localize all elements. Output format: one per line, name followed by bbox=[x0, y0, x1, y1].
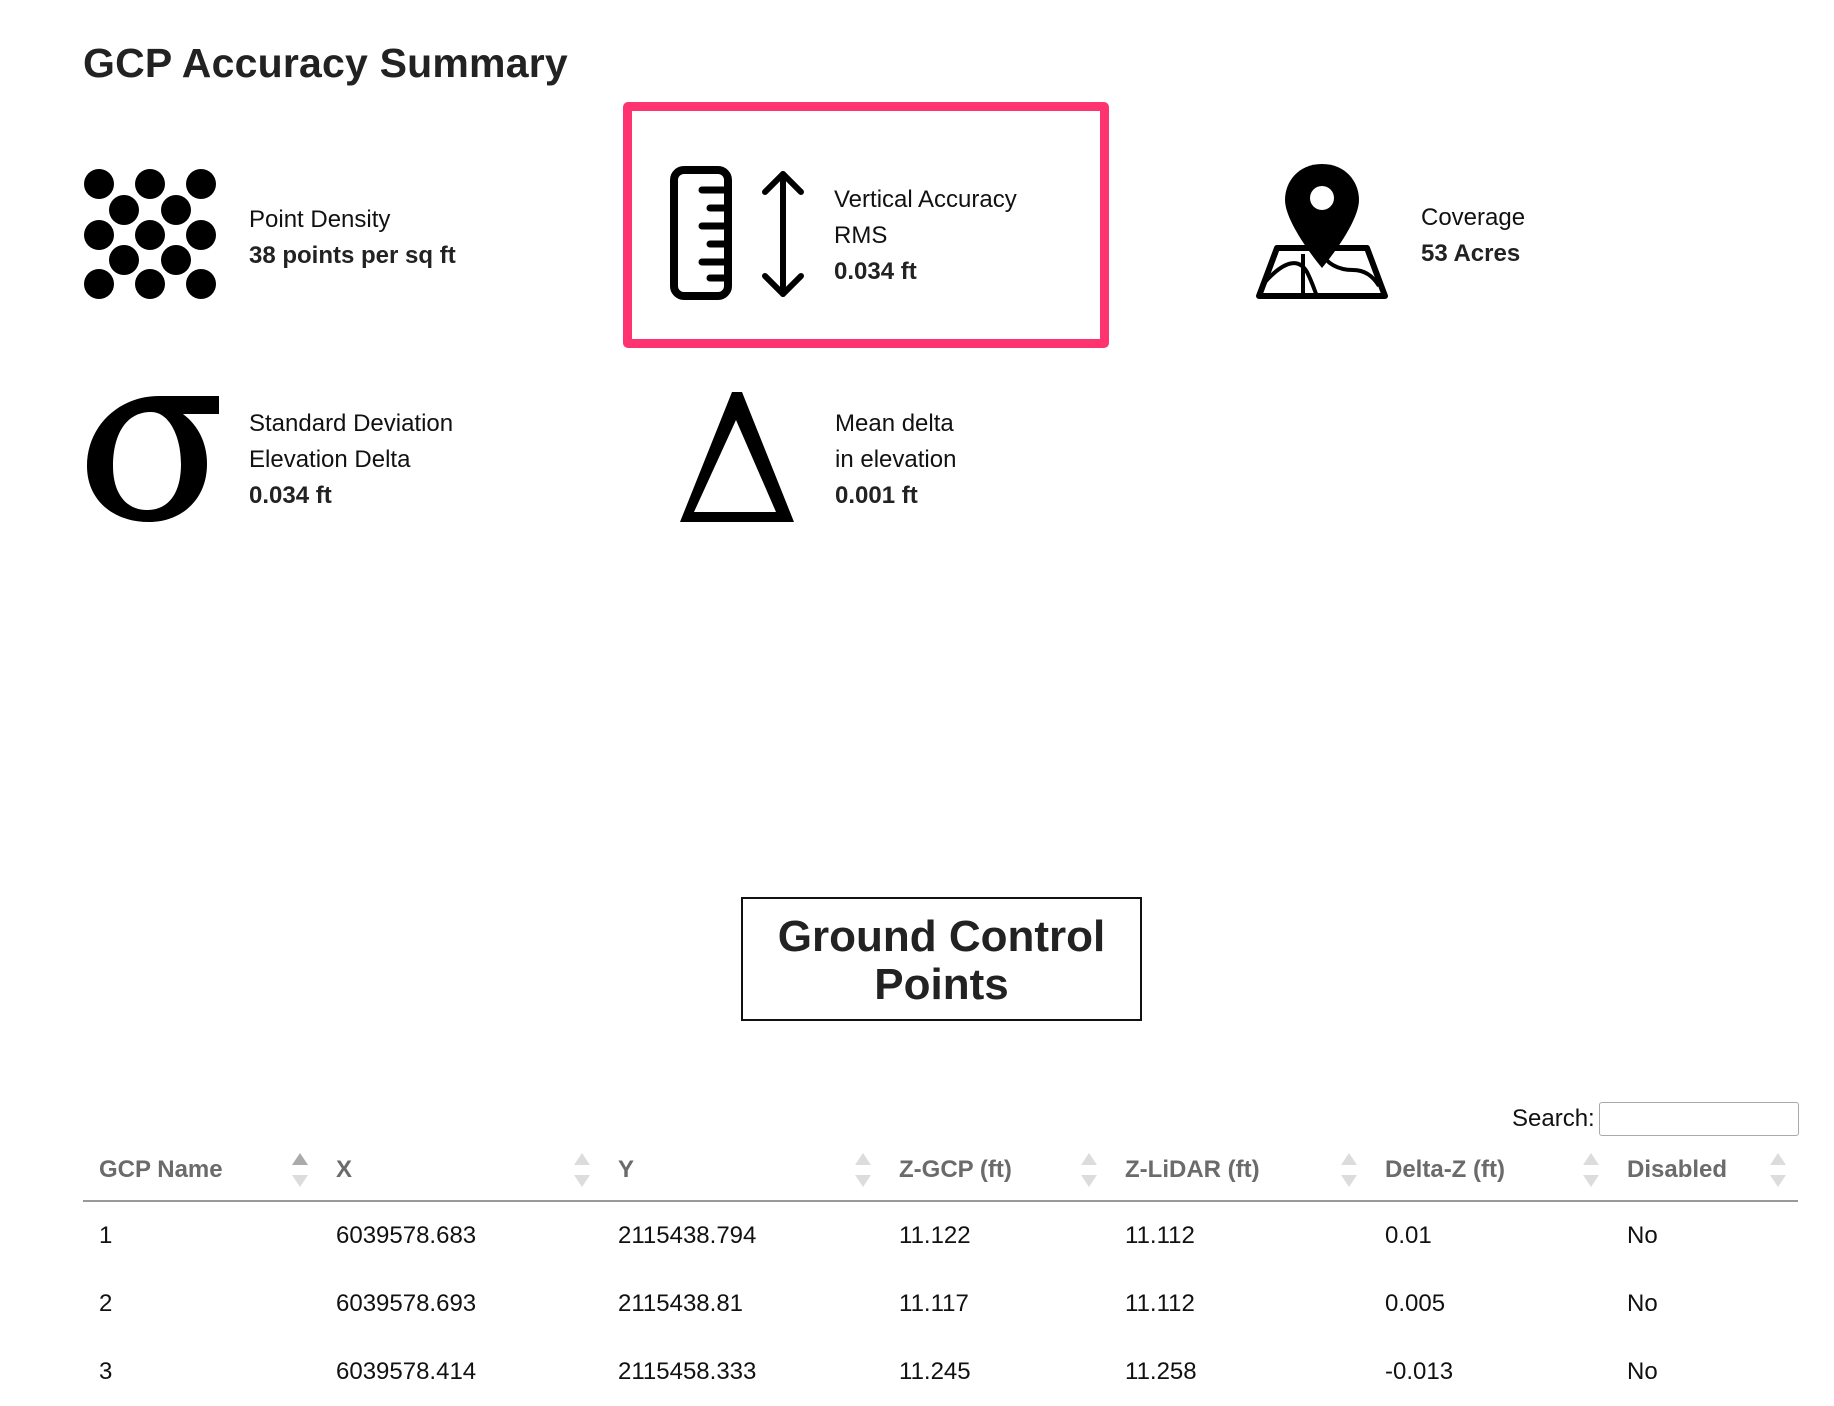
table-cell: 11.112 bbox=[1125, 1222, 1195, 1249]
stat-mean-delta bbox=[678, 392, 1098, 528]
ruler-vertical-arrow-icon bbox=[670, 166, 805, 302]
table-cell: 6039578.414 bbox=[336, 1358, 477, 1385]
table-header-row bbox=[83, 1140, 1798, 1201]
mean-delta-value: 0.001 ft bbox=[835, 482, 918, 509]
table-cell: -0.013 bbox=[1385, 1358, 1454, 1385]
sort-icon bbox=[1770, 1153, 1786, 1187]
column-header-y[interactable] bbox=[602, 1140, 883, 1201]
vertical-accuracy-sublabel: RMS bbox=[834, 222, 888, 249]
table-cell: 11.245 bbox=[899, 1358, 971, 1385]
table-cell: 11.112 bbox=[1125, 1290, 1195, 1317]
vertical-accuracy-label: Vertical Accuracy bbox=[834, 186, 1017, 213]
dots-grid-icon bbox=[83, 168, 217, 300]
standard-deviation-label: Standard Deviation bbox=[249, 410, 454, 437]
column-header-z-gcp[interactable] bbox=[883, 1140, 1109, 1201]
sort-icon bbox=[1583, 1153, 1599, 1187]
table-row bbox=[83, 1338, 1798, 1406]
table-search bbox=[1512, 1100, 1799, 1138]
table-row bbox=[83, 1201, 1798, 1270]
table-cell: 2 bbox=[99, 1290, 113, 1317]
mean-delta-label: Mean delta bbox=[835, 410, 954, 437]
column-header-z-lidar[interactable] bbox=[1109, 1140, 1369, 1201]
sort-ascending-icon bbox=[292, 1153, 308, 1187]
point-density-label: Point Density bbox=[249, 206, 391, 233]
column-header-disabled[interactable] bbox=[1611, 1140, 1798, 1201]
table-cell: 2115458.333 bbox=[618, 1358, 757, 1385]
point-density-value: 38 points per sq ft bbox=[249, 242, 456, 269]
stat-point-density bbox=[83, 168, 543, 300]
table-row bbox=[83, 1270, 1798, 1338]
stat-vertical-accuracy bbox=[670, 166, 1090, 306]
search-input[interactable] bbox=[1599, 1102, 1799, 1136]
column-header-label: GCP Name bbox=[99, 1156, 223, 1183]
table-cell: No bbox=[1627, 1222, 1658, 1249]
standard-deviation-sublabel: Elevation Delta bbox=[249, 446, 411, 473]
column-header-gcp-name[interactable] bbox=[83, 1140, 320, 1201]
table-cell: 1 bbox=[99, 1222, 113, 1249]
column-header-label: Disabled bbox=[1627, 1156, 1728, 1183]
sort-icon bbox=[1081, 1153, 1097, 1187]
table-cell: 11.122 bbox=[899, 1222, 971, 1249]
standard-deviation-value: 0.034 ft bbox=[249, 482, 332, 509]
vertical-accuracy-value: 0.034 ft bbox=[834, 258, 917, 285]
gcp-table bbox=[83, 1140, 1798, 1406]
gcp-section-title bbox=[741, 897, 1142, 1021]
page-title: GCP Accuracy Summary bbox=[83, 40, 568, 86]
search-label: Search: bbox=[1512, 1105, 1595, 1132]
coverage-value: 53 Acres bbox=[1421, 240, 1521, 267]
gcp-section-title-line1: Ground Control bbox=[777, 912, 1106, 961]
table-cell: 0.01 bbox=[1385, 1222, 1432, 1249]
stat-standard-deviation bbox=[83, 392, 543, 528]
stat-coverage bbox=[1255, 164, 1655, 300]
gcp-section-title-line2: Points bbox=[874, 960, 1009, 1009]
column-header-label: Y bbox=[618, 1156, 635, 1183]
delta-icon bbox=[678, 392, 796, 524]
column-header-label: Delta-Z (ft) bbox=[1385, 1156, 1505, 1183]
sort-icon bbox=[574, 1153, 590, 1187]
table-cell: 6039578.683 bbox=[336, 1222, 477, 1249]
table-cell: 11.117 bbox=[899, 1290, 969, 1317]
column-header-x[interactable] bbox=[320, 1140, 602, 1201]
table-cell: No bbox=[1627, 1290, 1658, 1317]
table-cell: 3 bbox=[99, 1358, 113, 1385]
sigma-icon bbox=[83, 392, 219, 526]
mean-delta-sublabel: in elevation bbox=[835, 446, 957, 473]
table-cell: 2115438.81 bbox=[618, 1290, 744, 1317]
coverage-label: Coverage bbox=[1421, 204, 1526, 231]
table-cell: 6039578.693 bbox=[336, 1290, 477, 1317]
column-header-label: X bbox=[336, 1156, 353, 1183]
table-cell: No bbox=[1627, 1358, 1658, 1385]
table-cell: 11.258 bbox=[1125, 1358, 1197, 1385]
sort-icon bbox=[855, 1153, 871, 1187]
column-header-delta-z[interactable] bbox=[1369, 1140, 1611, 1201]
table-cell: 2115438.794 bbox=[618, 1222, 757, 1249]
table-cell: 0.005 bbox=[1385, 1290, 1446, 1317]
map-pin-icon bbox=[1255, 164, 1389, 300]
column-header-label: Z-GCP (ft) bbox=[899, 1156, 1012, 1183]
sort-icon bbox=[1341, 1153, 1357, 1187]
column-header-label: Z-LiDAR (ft) bbox=[1125, 1156, 1260, 1183]
